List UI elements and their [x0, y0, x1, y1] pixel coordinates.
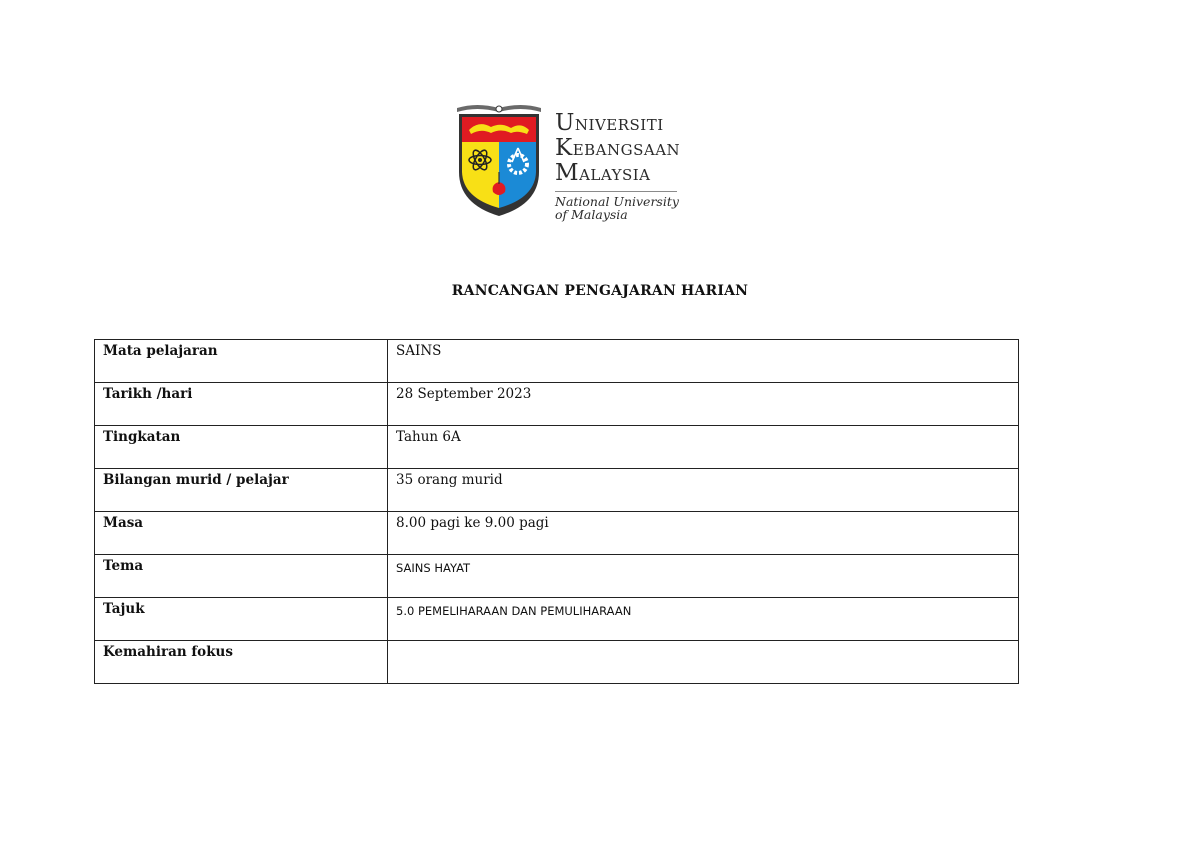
- logo-subtitle-2: of Malaysia: [555, 207, 628, 222]
- table-row: [95, 469, 1019, 512]
- table-row: [95, 426, 1019, 469]
- row-label: Tingkatan: [95, 426, 388, 469]
- row-value: 5.0 PEMELIHARAAN DAN PEMULIHARAAN: [388, 598, 1019, 641]
- document-title: RANCANGAN PENGAJARAN HARIAN: [451, 283, 749, 299]
- row-value: 8.00 pagi ke 9.00 pagi: [388, 512, 1019, 555]
- table-row: [95, 512, 1019, 555]
- ukm-crest-icon: [455, 100, 545, 222]
- logo-line-kebangsaan: KEBANGSAAN: [555, 135, 681, 161]
- logo-line-malaysia: MALAYSIA: [555, 160, 651, 186]
- table-row: [95, 598, 1019, 641]
- row-value: [388, 641, 1019, 684]
- row-value: Tahun 6A: [388, 426, 1019, 469]
- logo-subtitle-1: National University: [555, 194, 679, 209]
- university-logo: [455, 100, 695, 222]
- row-value: SAINS HAYAT: [388, 555, 1019, 598]
- logo-line-universiti: UNIVERSITI: [555, 110, 664, 136]
- row-label: Kemahiran fokus: [95, 641, 388, 684]
- table-row: [95, 555, 1019, 598]
- row-label: Mata pelajaran: [95, 340, 388, 383]
- lesson-plan-table: [94, 339, 1019, 684]
- logo-divider: [555, 191, 677, 192]
- row-value: SAINS: [388, 340, 1019, 383]
- row-value: 35 orang murid: [388, 469, 1019, 512]
- table-row: [95, 641, 1019, 684]
- row-value: 28 September 2023: [388, 383, 1019, 426]
- row-label: Tajuk: [95, 598, 388, 641]
- row-label: Tarikh /hari: [95, 383, 388, 426]
- row-label: Bilangan murid / pelajar: [95, 469, 388, 512]
- table-row: [95, 383, 1019, 426]
- table-row: [95, 340, 1019, 383]
- row-label: Masa: [95, 512, 388, 555]
- row-label: Tema: [95, 555, 388, 598]
- logo-wordmark: [555, 112, 695, 221]
